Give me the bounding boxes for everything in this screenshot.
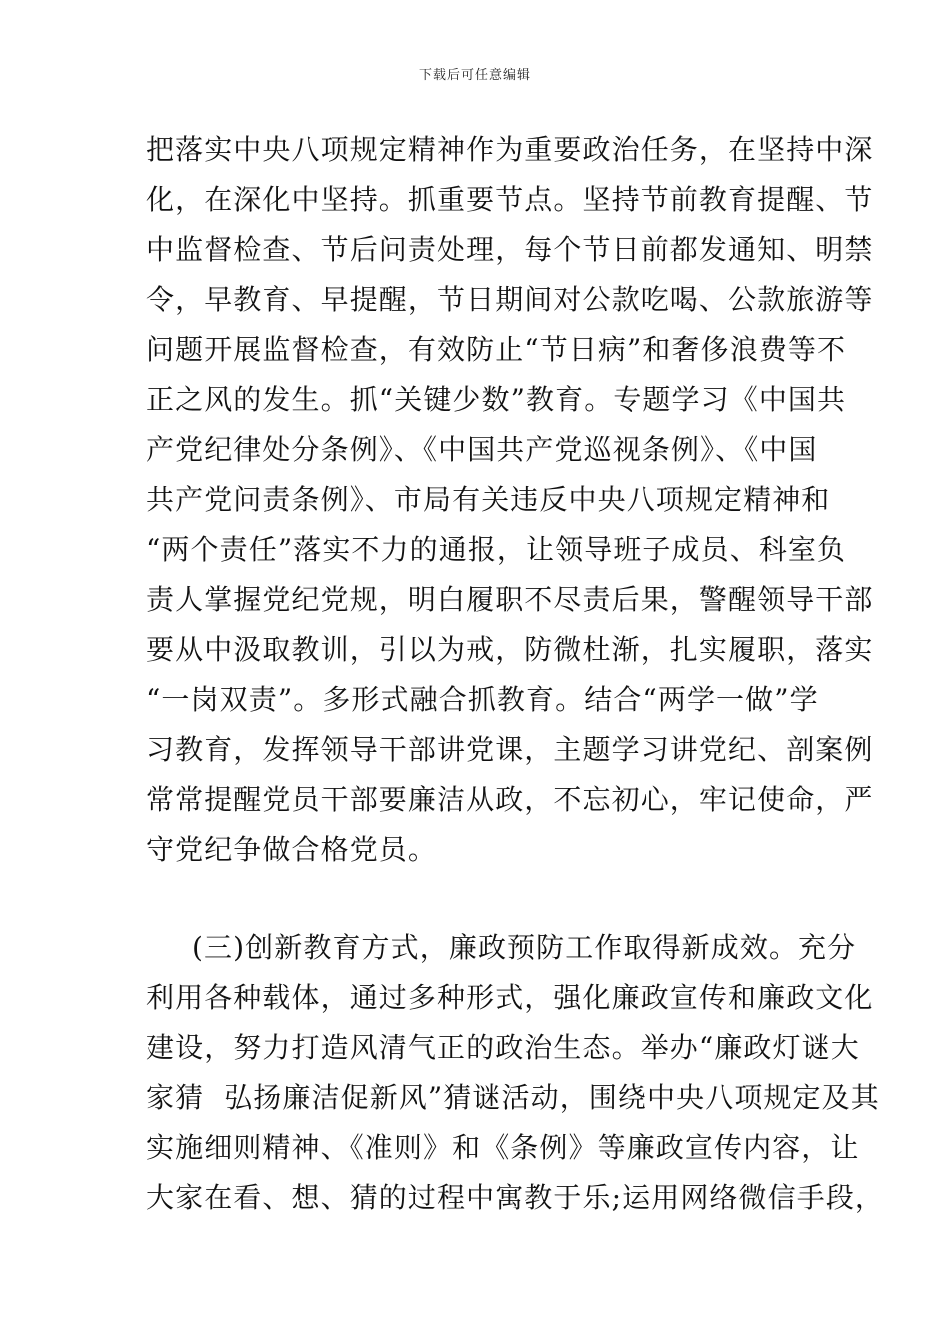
paragraph-line: 利用各种载体，通过多种形式，强化廉政宣传和廉政文化	[146, 981, 874, 1014]
paragraph-line: 大家在看、想、猜的过程中寓教于乐;运用网络微信手段，	[146, 1181, 885, 1214]
paragraph-line: 产党纪律处分条例》、《中国共产党巡视条例》、《中国	[146, 433, 818, 466]
paragraph-line: 习教育，发挥领导干部讲党课，主题学习讲党纪、剖案例	[146, 733, 874, 766]
page-header-note: 下载后可任意编辑	[418, 68, 531, 83]
paragraph-line: 令，早教育、早提醒，节日期间对公款吃喝、公款旅游等	[146, 283, 874, 316]
section-heading-line: (三)创新教育方式，廉政预防工作取得新成效。充分	[192, 931, 857, 964]
paragraph-line: 把落实中央八项规定精神作为重要政治任务，在坚持中深	[146, 133, 874, 166]
paragraph-line: “一岗双责”。多形式融合抓教育。结合“两学一做”学	[146, 683, 819, 716]
paragraph-line: “两个责任”落实不力的通报，让领导班子成员、科室负	[146, 533, 847, 566]
paragraph-line: 化，在深化中坚持。抓重要节点。坚持节前教育提醒、节	[146, 183, 874, 216]
paragraph-line: 正之风的发生。抓“关键少数”教育。专题学习《中国共	[146, 383, 847, 416]
paragraph-line: 守党纪争做合格党员。	[146, 833, 438, 866]
paragraph-line: 实施细则精神、《准则》和《条例》等廉政宣传内容，让	[146, 1131, 860, 1164]
paragraph-line: 家猜 弘扬廉洁促新风”猜谜活动，围绕中央八项规定及其	[146, 1081, 880, 1114]
paragraph-line: 建设，努力打造风清气正的政治生态。举办“廉政灯谜大	[146, 1031, 860, 1064]
paragraph-line: 共产党问责条例》、市局有关违反中央八项规定精神和	[146, 483, 831, 516]
paragraph-line: 常常提醒党员干部要廉洁从政，不忘初心，牢记使命，严	[146, 783, 874, 816]
paragraph-line: 责人掌握党纪党规，明白履职不尽责后果，警醒领导干部	[146, 583, 874, 616]
paragraph-line: 中监督检查、节后问责处理，每个节日前都发通知、明禁	[146, 233, 874, 266]
paragraph-line: 问题开展监督检查，有效防止“节日病”和奢侈浪费等不	[146, 333, 847, 366]
paragraph-line: 要从中汲取教训，引以为戒，防微杜渐，扎实履职，落实	[146, 633, 874, 666]
